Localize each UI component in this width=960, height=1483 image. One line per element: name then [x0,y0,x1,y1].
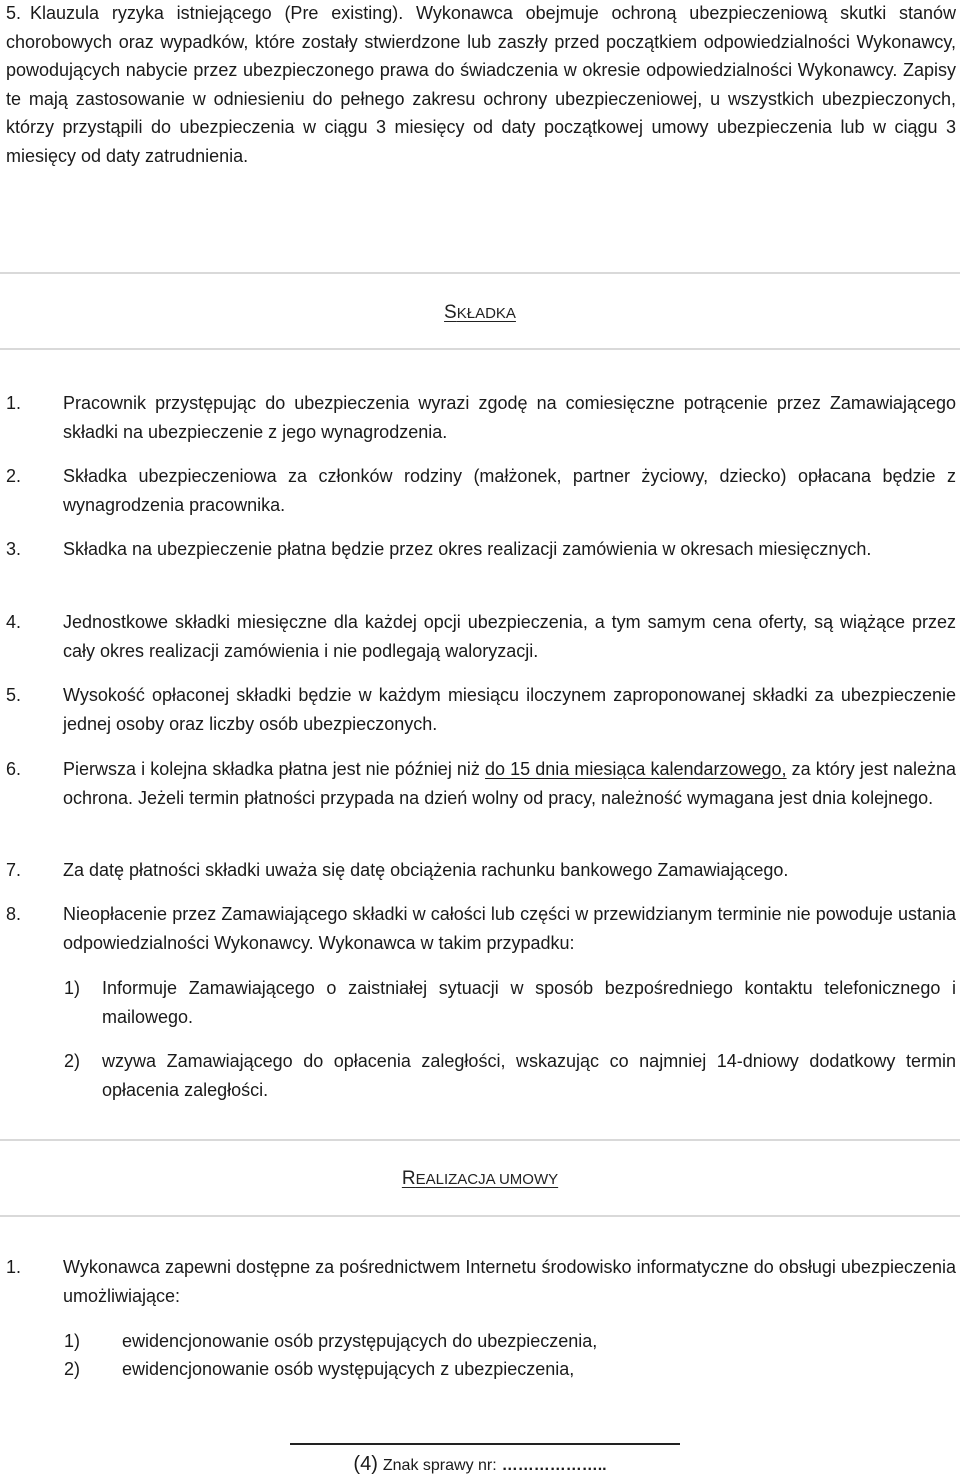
payment-deadline: do 15 dnia miesiąca kalendarzowego, [485,759,787,779]
list-item: 4. Jednostkowe składki miesięczne dla każdej opcji ubezpieczenia, a tym samym cena oferty, są wiążące przez cały okres realizacji zamówienia i nie podlegają waloryzacji. [6,612,956,661]
section-heading-skladka: SKŁADKA [444,302,516,323]
divider [0,1139,960,1141]
clause-number: 5. [6,3,22,23]
section-heading-realizacja: REALIZACJA UMOWY [401,1168,559,1189]
sub-item: 1) Informuje Zamawiającego o zaistniałej sytuacji w sposób bezpośredniego kontaktu telefonicznego i mailowego. [64,978,956,1027]
divider [0,272,960,274]
divider [0,348,960,350]
list-item: 7. Za datę płatności składki uważa się datę obciążenia rachunku bankowego Zamawiającego. [6,860,789,880]
case-number-label: Znak sprawy nr: [382,1457,497,1474]
list-item: 5. Wysokość opłaconej składki będzie w każdym miesiącu iloczynem zaproponowanej składki za ubezpieczenie jednej osoby oraz liczby osób ubezpieczonych. [6,685,956,734]
list-item: 1. Wykonawca zapewni dostępne za pośrednictwem Internetu środowisko informatyczne do obsługi ubezpieczenia umożliwiające: [6,1257,956,1306]
clause-text: Klauzula ryzyka istniejącego (Pre existing). Wykonawca obejmuje ochroną ubezpieczeniową skutki stanów chorobowych oraz wypadków, które zostały stwierdzone lub zaszły przed początkiem odpowiedzialności Wykonawcy, powodujących nabycie przez ubezpieczonego prawa do świadczenia w okresie odpowiedzialności Wykonawcy. Zapisy te mają zastosowanie w odniesieniu do pełnego zakresu ochrony ubezpieczeniowej, u wszystkich ubezpieczonych, którzy przystąpili do ubezpieczenia w ciągu 3 miesięcy od daty początkowej umowy ubezpieczenia lub w ciągu 3 miesięcy od daty zatrudnienia. [6,3,956,166]
page-footer [0,1452,960,1478]
list-item: 3. Składka na ubezpieczenie płatna będzie przez okres realizacji zamówienia w okresach miesięcznych. [6,539,872,559]
divider [0,1215,960,1217]
list-item: 6. Pierwsza i kolejna składka płatna jest nie później niż do 15 dnia miesiąca kalendarzowego, za który jest należna ochrona. Jeżeli termin płatności przypada na dzień wolny od pracy, należność wymagana jest dnia kolejnego. [6,759,956,808]
clause-5 [6,0,956,170]
case-number-value: ……………….. [501,1457,607,1474]
sub-item: 2) wzywa Zamawiającego do opłacenia zaległości, wskazując co najmniej 14-dniowy dodatkowy termin opłacenia zaległości. [64,1051,956,1100]
sub-item: 2) ewidencjonowanie osób występujących z ubezpieczenia, [64,1359,575,1379]
footer-rule [290,1443,680,1445]
list-item: 8. Nieopłacenie przez Zamawiającego składki w całości lub części w przewidzianym terminie nie powoduje ustania odpowiedzialności Wykonawcy. Wykonawca w takim przypadku: [6,904,956,953]
page-number: (4) [353,1453,378,1475]
sub-item: 1) ewidencjonowanie osób przystępujących do ubezpieczenia, [64,1331,598,1351]
list-item: 2. Składka ubezpieczeniowa za członków rodziny (małżonek, partner życiowy, dziecko) opłacana będzie z wynagrodzenia pracownika. [6,466,956,515]
list-item: 1. Pracownik przystępując do ubezpieczenia wyrazi zgodę na comiesięczne potrącenie przez Zamawiającego składki na ubezpieczenie z jego wynagrodzenia. [6,393,956,442]
